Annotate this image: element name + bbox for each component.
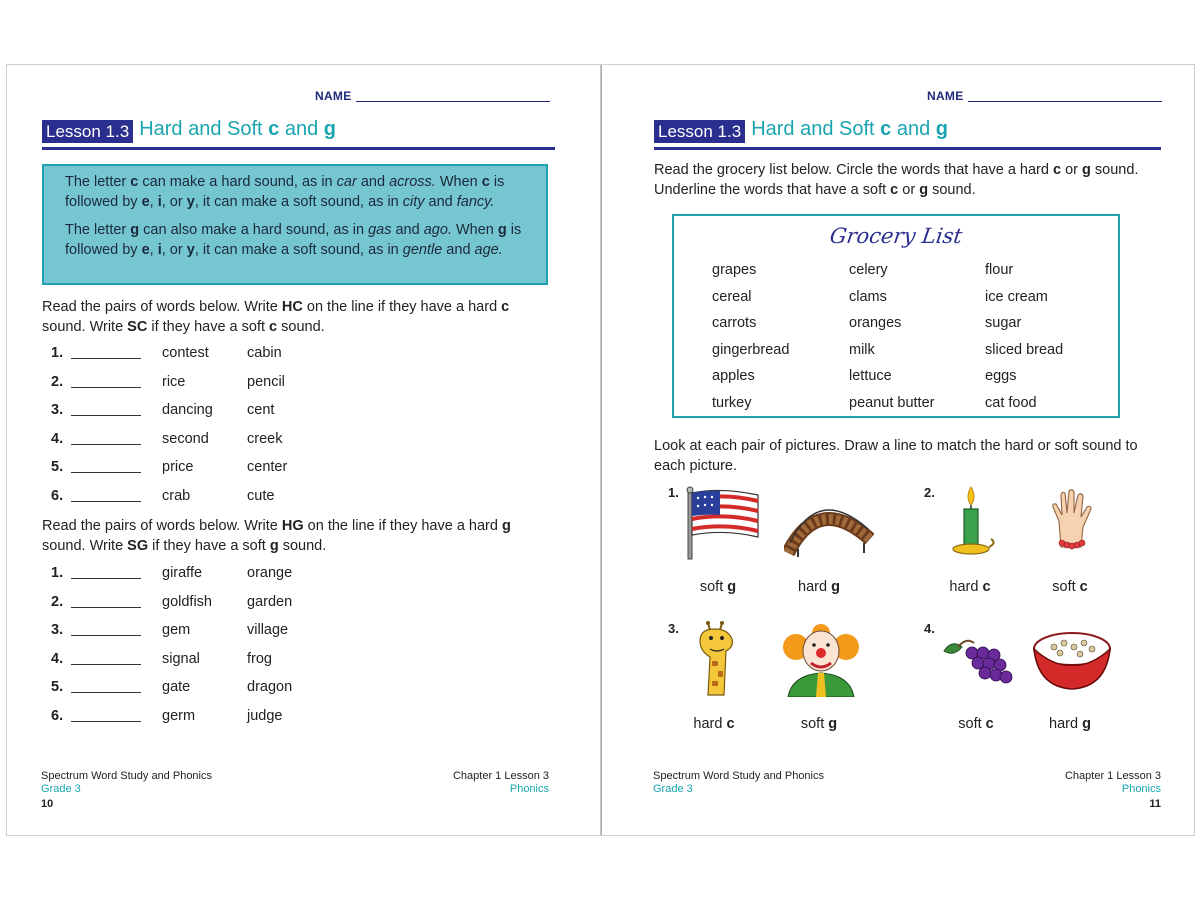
word-2: frog	[247, 650, 272, 667]
item-number: 5.	[51, 459, 64, 476]
name-field	[315, 89, 550, 103]
answer-blank[interactable]	[71, 565, 141, 579]
text-run: g	[919, 182, 929, 198]
answer-blank[interactable]	[71, 708, 141, 722]
item-number: 2.	[51, 593, 64, 610]
text-run: on the line if they have a hard	[302, 299, 502, 315]
grocery-item[interactable]: oranges	[849, 315, 902, 332]
text-run: age.	[474, 242, 503, 258]
pair-4-label-b: hard g	[1049, 716, 1091, 732]
grocery-item[interactable]: ice cream	[985, 288, 1048, 305]
word-1: goldfish	[162, 593, 212, 610]
grocery-item[interactable]: carrots	[712, 315, 757, 332]
name-blank-line[interactable]	[968, 101, 1162, 102]
text-run: fancy.	[456, 194, 495, 210]
pair-1-number: 1.	[668, 485, 679, 500]
page-number: 10	[41, 798, 54, 810]
text-run: or	[1061, 162, 1082, 178]
text-run: , or	[161, 194, 187, 210]
lesson-title-c: c	[880, 118, 892, 140]
text-run: The letter	[65, 222, 131, 238]
footer-book: Spectrum Word Study and Phonics	[653, 770, 824, 782]
answer-blank[interactable]	[71, 402, 141, 416]
footer-right	[1065, 770, 1161, 811]
word-2: village	[247, 622, 289, 639]
pair-2-number: 2.	[924, 485, 935, 500]
grocery-item[interactable]: flour	[985, 262, 1014, 278]
text-run: ,	[149, 242, 158, 258]
instructions-g	[42, 516, 552, 556]
clown-icon[interactable]	[782, 623, 860, 697]
lesson-title-g: g	[323, 118, 336, 140]
footer-book: Spectrum Word Study and Phonics	[41, 770, 212, 782]
footer-left	[41, 770, 212, 811]
answer-blank[interactable]	[71, 459, 141, 473]
footer-subject: Phonics	[509, 783, 549, 795]
text-run: c	[481, 174, 490, 190]
text-run: When	[451, 222, 498, 238]
item-number: 3.	[51, 622, 64, 639]
text-run: and	[424, 194, 457, 210]
pair-3-label-a: hard c	[693, 716, 735, 732]
text-run: Read the pairs of words below. Write	[42, 299, 282, 315]
text-run: SC	[127, 319, 148, 335]
text-run: gas	[368, 222, 392, 238]
footer-subject: Phonics	[1121, 783, 1161, 795]
phonics-rule-box	[42, 164, 548, 285]
name-label: NAME	[927, 89, 964, 103]
word-2: judge	[247, 708, 283, 724]
text-run: and	[391, 222, 424, 238]
footer-left	[653, 770, 824, 796]
word-1: price	[162, 459, 194, 476]
text-run: is followed by	[65, 174, 505, 210]
text-run: is followed by	[65, 222, 522, 258]
text-run: can make a hard sound, as in	[138, 174, 337, 190]
item-number: 1.	[51, 565, 64, 581]
pair-4-label-a: soft c	[958, 716, 994, 732]
text-run: can also make a hard sound, as in	[139, 222, 369, 238]
pair-3-label-b: soft g	[800, 716, 838, 732]
footer-chapter: Chapter 1 Lesson 3	[1064, 770, 1161, 782]
answer-blank[interactable]	[71, 679, 141, 693]
text-run: sound. Underline the words that have a soft	[654, 162, 1139, 198]
text-run: gentle	[402, 242, 443, 258]
lesson-title	[139, 118, 336, 141]
text-run: sound. Write	[42, 319, 128, 335]
text-run: i	[157, 242, 162, 258]
text-run: When	[435, 174, 482, 190]
right-page	[602, 65, 1196, 835]
lesson-title	[751, 118, 948, 141]
flag-icon[interactable]	[680, 485, 762, 561]
grocery-item[interactable]: cat food	[985, 395, 1037, 411]
grocery-list-box	[672, 214, 1120, 418]
item-number: 1.	[51, 345, 64, 361]
answer-blank[interactable]	[71, 622, 141, 636]
word-1: crab	[162, 488, 191, 504]
lesson-header	[654, 118, 1161, 150]
text-run: HG	[281, 518, 304, 534]
item-number: 6.	[51, 708, 64, 724]
grocery-item[interactable]: grapes	[712, 262, 757, 278]
word-1: rice	[162, 373, 186, 390]
giraffe-icon[interactable]	[688, 621, 748, 697]
text-run: , or	[161, 242, 187, 258]
word-2: cute	[247, 488, 275, 504]
name-blank-line[interactable]	[356, 101, 550, 102]
bridge-icon[interactable]	[784, 499, 874, 561]
text-run: city	[402, 194, 425, 210]
word-1: germ	[162, 708, 196, 724]
word-2: pencil	[247, 373, 285, 390]
text-run: ago.	[423, 222, 452, 238]
text-run: ,	[149, 194, 158, 210]
text-run: sound.	[277, 319, 325, 335]
text-run: on the line if they have a hard	[303, 518, 502, 534]
text-run: c	[269, 319, 278, 335]
word-1: second	[162, 430, 209, 447]
candle-icon[interactable]	[947, 485, 997, 559]
cereal-bowl-icon[interactable]	[1030, 627, 1114, 693]
footer-chapter: Chapter 1 Lesson 3	[452, 770, 549, 782]
text-run: c	[890, 182, 899, 198]
answer-blank[interactable]	[71, 374, 141, 388]
grocery-item[interactable]: celery	[849, 262, 888, 278]
instructions-grocery	[654, 160, 1164, 200]
page-number: 11	[1149, 798, 1161, 810]
grocery-item[interactable]: eggs	[985, 368, 1017, 385]
lesson-title-text: Hard and Soft	[139, 118, 269, 140]
lesson-tag: Lesson 1.3	[42, 120, 133, 143]
pair-2-label-b: soft c	[1052, 579, 1088, 595]
text-run: SG	[127, 538, 149, 554]
rule-paragraph-g	[65, 220, 526, 260]
instructions-pictures: Look at each pair of pictures. Draw a line to match the hard or soft sound to each picture.	[654, 438, 1138, 474]
lesson-title-and: and	[279, 118, 324, 140]
lesson-title-text: Hard and Soft	[751, 118, 881, 140]
pair-1-label-b: hard g	[798, 579, 840, 595]
word-1: gate	[162, 679, 191, 696]
text-run: g	[269, 538, 279, 554]
item-number: 6.	[51, 488, 64, 504]
text-run: sound. Write	[42, 538, 128, 554]
grocery-item[interactable]: gingerbread	[712, 341, 790, 358]
footer-right	[453, 770, 549, 796]
text-run: sound.	[928, 182, 976, 198]
name-field	[927, 89, 1162, 103]
word-2: dragon	[247, 679, 293, 696]
left-page	[7, 65, 601, 835]
pair-3-number: 3.	[668, 621, 679, 636]
text-run: and	[442, 242, 475, 258]
text-run: across.	[389, 174, 436, 190]
grapes-icon[interactable]	[938, 631, 1020, 687]
lesson-header	[42, 118, 555, 150]
grocery-item[interactable]: apples	[712, 368, 755, 385]
text-run: y	[186, 194, 195, 210]
word-1: gem	[162, 622, 191, 639]
text-run: or	[898, 182, 920, 198]
text-run: The letter	[65, 174, 131, 190]
word-1: dancing	[162, 402, 213, 419]
footer-grade: Grade 3	[653, 783, 693, 795]
lesson-title-g: g	[935, 118, 948, 140]
lesson-tag: Lesson 1.3	[654, 120, 745, 143]
footer-grade: Grade 3	[41, 783, 81, 795]
hand-bracelet-icon[interactable]	[1047, 487, 1097, 557]
text-run: y	[186, 242, 195, 258]
text-run: e	[141, 242, 150, 258]
word-2: center	[247, 459, 288, 476]
text-run: g	[130, 222, 140, 238]
text-run: i	[157, 194, 162, 210]
word-1: giraffe	[162, 565, 203, 581]
grocery-item[interactable]: peanut butter	[849, 395, 935, 411]
text-run: if they have a soft	[147, 319, 270, 335]
name-label: NAME	[315, 89, 352, 103]
word-2: orange	[247, 565, 293, 581]
grocery-item[interactable]: milk	[849, 341, 875, 358]
item-number: 4.	[51, 430, 64, 447]
text-run: g	[497, 222, 507, 238]
text-run: Read the grocery list below. Circle the words that have a hard	[654, 162, 1053, 178]
grocery-item[interactable]: lettuce	[849, 368, 892, 385]
answer-blank[interactable]	[71, 594, 141, 608]
answer-blank[interactable]	[71, 651, 141, 665]
text-run: and	[356, 174, 390, 190]
pair-4-number: 4.	[924, 621, 935, 636]
text-run: car	[336, 174, 357, 190]
answer-blank[interactable]	[71, 488, 141, 502]
grocery-item[interactable]: cereal	[712, 288, 752, 305]
text-run: , it can make a soft sound, as in	[194, 194, 403, 210]
text-run: c	[130, 174, 139, 190]
text-run: HC	[281, 299, 303, 315]
item-number: 3.	[51, 402, 64, 419]
word-2: cent	[247, 402, 275, 419]
text-run: g	[501, 518, 511, 534]
grocery-item[interactable]: turkey	[712, 395, 752, 411]
item-number: 2.	[51, 373, 64, 390]
grocery-item[interactable]: clams	[849, 288, 887, 305]
answer-blank[interactable]	[71, 431, 141, 445]
text-run: c	[1052, 162, 1062, 178]
workbook-spread	[6, 64, 1195, 836]
text-run: g	[1082, 162, 1091, 178]
lesson-title-c: c	[268, 118, 280, 140]
grocery-list-title: Grocery List	[828, 224, 964, 248]
text-run: Read the pairs of words below. Write	[42, 518, 282, 534]
word-2: creek	[247, 430, 283, 447]
text-run: sound.	[278, 538, 327, 554]
instructions-c	[42, 297, 552, 337]
rule-paragraph-c	[65, 172, 526, 212]
text-run: e	[141, 194, 150, 210]
word-1: signal	[162, 650, 200, 667]
lesson-title-and: and	[891, 118, 936, 140]
item-number: 4.	[51, 650, 64, 667]
pair-1-label-a: soft g	[699, 579, 737, 595]
word-2: garden	[247, 593, 293, 610]
pair-2-label-a: hard c	[949, 579, 991, 595]
word-1: contest	[162, 345, 209, 361]
text-run: , it can make a soft sound, as in	[194, 242, 403, 258]
grocery-item[interactable]: sugar	[985, 315, 1022, 332]
word-2: cabin	[247, 345, 282, 361]
answer-blank[interactable]	[71, 345, 141, 359]
item-number: 5.	[51, 679, 64, 696]
grocery-item[interactable]: sliced bread	[985, 341, 1064, 358]
text-run: if they have a soft	[148, 538, 270, 554]
text-run: c	[501, 299, 510, 315]
